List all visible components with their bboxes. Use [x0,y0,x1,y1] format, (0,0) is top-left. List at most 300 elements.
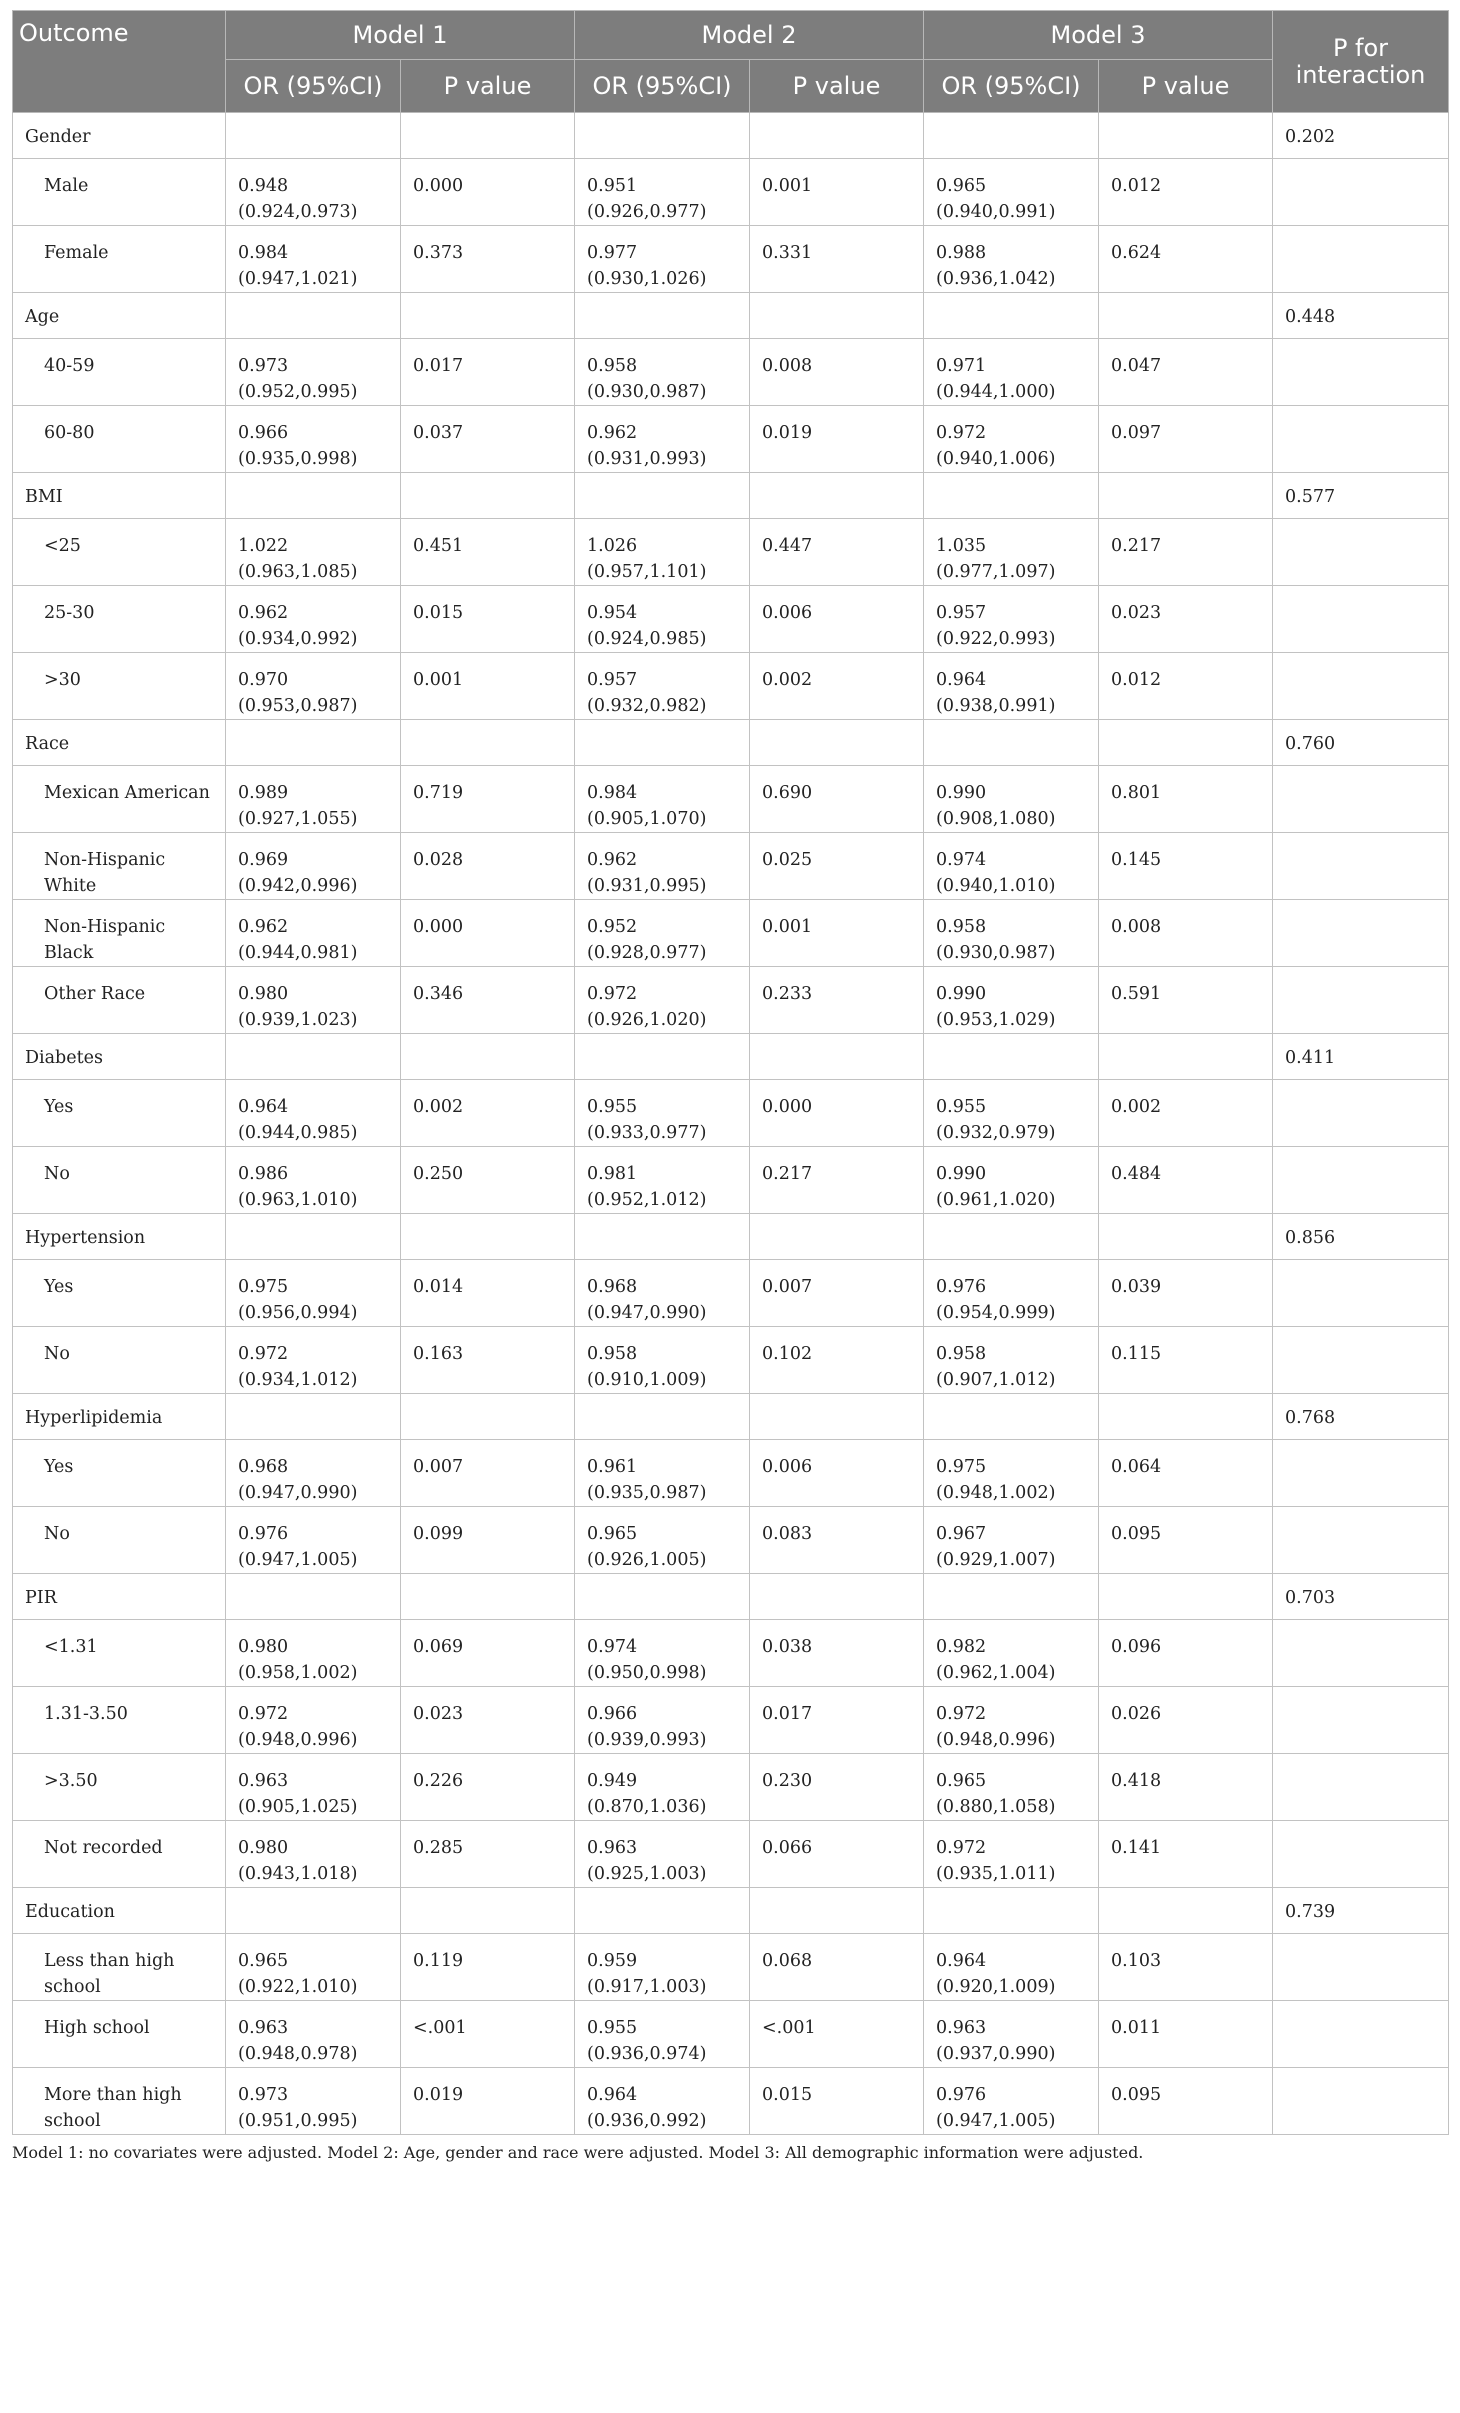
subgroup-label: No [13,1327,226,1394]
table-row [13,833,1449,900]
model-3-p: 0.145 [1099,833,1273,900]
model-3-or: 0.976 (0.947,1.005) [924,2068,1099,2135]
table-row [13,967,1449,1034]
table-row [13,226,1449,293]
subgroup-label: No [13,1147,226,1214]
model-3-or: 0.971 (0.944,1.000) [924,339,1099,406]
model-2-p: 0.066 [750,1821,924,1888]
empty-cell [750,293,924,339]
empty-cell [1273,1821,1449,1888]
model-1-p: 0.346 [401,967,575,1034]
model-3-p: 0.064 [1099,1440,1273,1507]
group-label: PIR [13,1574,226,1620]
header-model-1: Model 1 [226,11,575,60]
table-body [13,113,1449,2135]
empty-cell [1273,1327,1449,1394]
model-2-or: 0.961 (0.935,0.987) [575,1440,750,1507]
p-interaction-value: 0.768 [1273,1394,1449,1440]
model-3-p: 0.011 [1099,2001,1273,2068]
empty-cell [226,293,401,339]
model-1-or: 0.972 (0.948,0.996) [226,1687,401,1754]
model-3-or: 0.963 (0.937,0.990) [924,2001,1099,2068]
table-row [13,653,1449,720]
empty-cell [1273,1147,1449,1214]
header-model-3-or: OR (95%CI) [924,60,1099,113]
model-2-or: 0.955 (0.933,0.977) [575,1080,750,1147]
results-table-container [12,10,1448,2162]
subgroup-label: >3.50 [13,1754,226,1821]
model-2-or: 0.955 (0.936,0.974) [575,2001,750,2068]
model-2-p: 0.038 [750,1620,924,1687]
empty-cell [1099,473,1273,519]
model-2-p: 0.068 [750,1934,924,2001]
model-1-or: 1.022 (0.963,1.085) [226,519,401,586]
subgroup-label: Mexican American [13,766,226,833]
empty-cell [401,1574,575,1620]
subgroup-label: More than high school [13,2068,226,2135]
model-2-or: 1.026 (0.957,1.101) [575,519,750,586]
table-row [13,519,1449,586]
empty-cell [226,1214,401,1260]
model-1-p: 0.119 [401,1934,575,2001]
empty-cell [1273,1440,1449,1507]
model-1-or: 0.963 (0.905,1.025) [226,1754,401,1821]
empty-cell [401,113,575,159]
model-2-p: 0.006 [750,1440,924,1507]
model-3-or: 0.976 (0.954,0.999) [924,1260,1099,1327]
model-3-p: 0.012 [1099,653,1273,720]
model-1-or: 0.964 (0.944,0.985) [226,1080,401,1147]
empty-cell [750,1034,924,1080]
model-1-p: 0.014 [401,1260,575,1327]
subgroup-label: Yes [13,1080,226,1147]
group-row [13,293,1449,339]
model-3-p: 0.624 [1099,226,1273,293]
subgroup-label: Other Race [13,967,226,1034]
empty-cell [750,720,924,766]
subgroup-label: <1.31 [13,1620,226,1687]
model-1-p: 0.002 [401,1080,575,1147]
group-label: BMI [13,473,226,519]
model-3-or: 0.957 (0.922,0.993) [924,586,1099,653]
empty-cell [401,293,575,339]
model-2-p: 0.083 [750,1507,924,1574]
empty-cell [226,720,401,766]
subgroup-label: 60-80 [13,406,226,473]
empty-cell [750,1394,924,1440]
empty-cell [1099,1888,1273,1934]
empty-cell [1273,339,1449,406]
header-outcome: Outcome [13,11,226,113]
table-row [13,1620,1449,1687]
model-2-p: 0.017 [750,1687,924,1754]
model-3-p: 0.096 [1099,1620,1273,1687]
table-row [13,339,1449,406]
group-label: Hyperlipidemia [13,1394,226,1440]
model-2-p: 0.019 [750,406,924,473]
model-3-p: 0.023 [1099,586,1273,653]
empty-cell [575,293,750,339]
empty-cell [575,1214,750,1260]
table-row [13,1260,1449,1327]
table-row [13,1754,1449,1821]
empty-cell [924,720,1099,766]
model-2-p: 0.331 [750,226,924,293]
subgroup-label: High school [13,2001,226,2068]
empty-cell [1273,766,1449,833]
header-model-2-or: OR (95%CI) [575,60,750,113]
model-2-or: 0.972 (0.926,1.020) [575,967,750,1034]
model-2-or: 0.958 (0.930,0.987) [575,339,750,406]
empty-cell [401,1214,575,1260]
empty-cell [924,473,1099,519]
model-2-p: 0.102 [750,1327,924,1394]
model-2-p: 0.008 [750,339,924,406]
model-2-or: 0.965 (0.926,1.005) [575,1507,750,1574]
model-3-or: 0.964 (0.920,1.009) [924,1934,1099,2001]
group-row [13,1034,1449,1080]
model-2-p: 0.447 [750,519,924,586]
model-3-p: 0.097 [1099,406,1273,473]
p-interaction-value: 0.448 [1273,293,1449,339]
model-1-p: 0.000 [401,159,575,226]
model-1-p: 0.000 [401,900,575,967]
empty-cell [750,1888,924,1934]
table-row [13,1147,1449,1214]
model-2-p: 0.001 [750,900,924,967]
model-1-or: 0.980 (0.939,1.023) [226,967,401,1034]
model-2-p: 0.002 [750,653,924,720]
model-1-or: 0.973 (0.951,0.995) [226,2068,401,2135]
empty-cell [1273,1754,1449,1821]
model-1-p: 0.037 [401,406,575,473]
model-3-or: 0.967 (0.929,1.007) [924,1507,1099,1574]
empty-cell [924,113,1099,159]
model-2-or: 0.959 (0.917,1.003) [575,1934,750,2001]
model-3-or: 0.972 (0.948,0.996) [924,1687,1099,1754]
model-2-or: 0.966 (0.939,0.993) [575,1687,750,1754]
subgroup-label: Male [13,159,226,226]
empty-cell [226,1574,401,1620]
empty-cell [1273,1687,1449,1754]
empty-cell [1099,1574,1273,1620]
p-interaction-value: 0.411 [1273,1034,1449,1080]
table-row [13,1440,1449,1507]
empty-cell [750,1574,924,1620]
model-3-p: 0.591 [1099,967,1273,1034]
model-2-p: 0.230 [750,1754,924,1821]
model-3-or: 0.988 (0.936,1.042) [924,226,1099,293]
model-3-p: 0.047 [1099,339,1273,406]
model-1-p: 0.285 [401,1821,575,1888]
model-3-or: 0.990 (0.908,1.080) [924,766,1099,833]
model-2-or: 0.981 (0.952,1.012) [575,1147,750,1214]
model-3-p: 0.095 [1099,1507,1273,1574]
table-row [13,2001,1449,2068]
empty-cell [575,720,750,766]
p-interaction-value: 0.760 [1273,720,1449,766]
empty-cell [575,1034,750,1080]
model-1-or: 0.962 (0.934,0.992) [226,586,401,653]
empty-cell [924,1034,1099,1080]
empty-cell [1273,833,1449,900]
model-1-or: 0.965 (0.922,1.010) [226,1934,401,2001]
model-1-p: 0.015 [401,586,575,653]
header-model-1-p: P value [401,60,575,113]
empty-cell [1273,1080,1449,1147]
model-3-p: 0.039 [1099,1260,1273,1327]
model-1-p: 0.163 [401,1327,575,1394]
model-3-p: 0.026 [1099,1687,1273,1754]
model-2-or: 0.963 (0.925,1.003) [575,1821,750,1888]
model-3-or: 0.955 (0.932,0.979) [924,1080,1099,1147]
p-interaction-value: 0.202 [1273,113,1449,159]
empty-cell [226,113,401,159]
table-row [13,2068,1449,2135]
model-3-or: 1.035 (0.977,1.097) [924,519,1099,586]
empty-cell [1099,1214,1273,1260]
model-2-p: 0.015 [750,2068,924,2135]
model-1-or: 0.989 (0.927,1.055) [226,766,401,833]
model-2-or: 0.984 (0.905,1.070) [575,766,750,833]
model-1-p: 0.017 [401,339,575,406]
model-1-or: 0.970 (0.953,0.987) [226,653,401,720]
empty-cell [924,1214,1099,1260]
model-1-or: 0.966 (0.935,0.998) [226,406,401,473]
empty-cell [1273,1260,1449,1327]
model-1-or: 0.986 (0.963,1.010) [226,1147,401,1214]
model-3-p: 0.418 [1099,1754,1273,1821]
model-3-p: 0.095 [1099,2068,1273,2135]
model-1-p: 0.451 [401,519,575,586]
group-row [13,1214,1449,1260]
header-model-2-p: P value [750,60,924,113]
group-label: Diabetes [13,1034,226,1080]
group-label: Gender [13,113,226,159]
model-1-or: 0.984 (0.947,1.021) [226,226,401,293]
model-1-or: 0.980 (0.943,1.018) [226,1821,401,1888]
model-2-or: 0.962 (0.931,0.995) [575,833,750,900]
model-1-p: 0.719 [401,766,575,833]
empty-cell [575,1394,750,1440]
model-1-p: 0.069 [401,1620,575,1687]
empty-cell [401,720,575,766]
empty-cell [401,473,575,519]
table-row [13,1687,1449,1754]
empty-cell [226,473,401,519]
empty-cell [226,1888,401,1934]
table-row [13,1507,1449,1574]
model-1-or: 0.968 (0.947,0.990) [226,1440,401,1507]
table-row [13,159,1449,226]
group-label: Race [13,720,226,766]
table-row [13,406,1449,473]
model-3-or: 0.964 (0.938,0.991) [924,653,1099,720]
group-row [13,1574,1449,1620]
model-3-p: 0.115 [1099,1327,1273,1394]
model-2-or: 0.964 (0.936,0.992) [575,2068,750,2135]
model-2-or: 0.957 (0.932,0.982) [575,653,750,720]
model-2-p: 0.025 [750,833,924,900]
model-3-or: 0.974 (0.940,1.010) [924,833,1099,900]
model-3-p: 0.217 [1099,519,1273,586]
subgroup-label: 25-30 [13,586,226,653]
model-1-or: 0.969 (0.942,0.996) [226,833,401,900]
subgroup-label: Non-Hispanic White [13,833,226,900]
model-2-or: 0.968 (0.947,0.990) [575,1260,750,1327]
subgroup-label: 40-59 [13,339,226,406]
model-2-or: 0.977 (0.930,1.026) [575,226,750,293]
empty-cell [1273,1507,1449,1574]
model-1-or: 0.962 (0.944,0.981) [226,900,401,967]
table-header [13,11,1449,113]
model-1-p: 0.019 [401,2068,575,2135]
model-3-p: 0.141 [1099,1821,1273,1888]
empty-cell [1099,113,1273,159]
p-interaction-value: 0.856 [1273,1214,1449,1260]
model-1-or: 0.980 (0.958,1.002) [226,1620,401,1687]
empty-cell [1099,720,1273,766]
header-model-3-p: P value [1099,60,1273,113]
subgroup-analysis-table [12,10,1449,2135]
subgroup-label: >30 [13,653,226,720]
model-3-p: 0.008 [1099,900,1273,967]
model-3-or: 0.958 (0.930,0.987) [924,900,1099,967]
empty-cell [401,1888,575,1934]
model-1-p: 0.226 [401,1754,575,1821]
header-model-2: Model 2 [575,11,924,60]
table-row [13,1934,1449,2001]
empty-cell [924,293,1099,339]
group-row [13,720,1449,766]
subgroup-label: Not recorded [13,1821,226,1888]
empty-cell [1273,519,1449,586]
subgroup-label: Yes [13,1260,226,1327]
subgroup-label: <25 [13,519,226,586]
group-row [13,1394,1449,1440]
model-2-p: 0.001 [750,159,924,226]
model-2-p: 0.000 [750,1080,924,1147]
p-interaction-value: 0.703 [1273,1574,1449,1620]
empty-cell [1273,900,1449,967]
group-label: Hypertension [13,1214,226,1260]
model-1-or: 0.975 (0.956,0.994) [226,1260,401,1327]
model-2-or: 0.974 (0.950,0.998) [575,1620,750,1687]
model-1-p: 0.028 [401,833,575,900]
empty-cell [924,1574,1099,1620]
p-interaction-value: 0.577 [1273,473,1449,519]
group-label: Education [13,1888,226,1934]
empty-cell [1099,1394,1273,1440]
model-2-p: 0.007 [750,1260,924,1327]
table-row [13,1327,1449,1394]
model-3-p: 0.801 [1099,766,1273,833]
empty-cell [1273,159,1449,226]
model-2-or: 0.958 (0.910,1.009) [575,1327,750,1394]
empty-cell [1273,1620,1449,1687]
empty-cell [750,113,924,159]
model-3-or: 0.972 (0.935,1.011) [924,1821,1099,1888]
table-row [13,766,1449,833]
model-2-p: <.001 [750,2001,924,2068]
empty-cell [575,1888,750,1934]
model-1-or: 0.948 (0.924,0.973) [226,159,401,226]
table-row [13,1080,1449,1147]
p-interaction-value: 0.739 [1273,1888,1449,1934]
model-3-or: 0.975 (0.948,1.002) [924,1440,1099,1507]
empty-cell [1273,226,1449,293]
empty-cell [750,1214,924,1260]
table-row [13,586,1449,653]
model-1-or: 0.963 (0.948,0.978) [226,2001,401,2068]
model-2-or: 0.962 (0.931,0.993) [575,406,750,473]
empty-cell [1273,1934,1449,2001]
group-row [13,1888,1449,1934]
subgroup-label: 1.31-3.50 [13,1687,226,1754]
empty-cell [1099,293,1273,339]
empty-cell [1099,1034,1273,1080]
empty-cell [1273,967,1449,1034]
model-2-or: 0.954 (0.924,0.985) [575,586,750,653]
model-3-p: 0.002 [1099,1080,1273,1147]
table-footnote: Model 1: no covariates were adjusted. Model 2: Age, gender and race were adjusted. Model 3: All demographic information were adjusted. [12,2143,1144,2162]
model-3-or: 0.990 (0.961,1.020) [924,1147,1099,1214]
empty-cell [575,1574,750,1620]
model-3-or: 0.965 (0.940,0.991) [924,159,1099,226]
table-row [13,900,1449,967]
model-3-p: 0.484 [1099,1147,1273,1214]
empty-cell [1273,2001,1449,2068]
model-3-or: 0.958 (0.907,1.012) [924,1327,1099,1394]
table-row [13,1821,1449,1888]
empty-cell [226,1394,401,1440]
subgroup-label: Female [13,226,226,293]
empty-cell [226,1034,401,1080]
group-row [13,473,1449,519]
model-2-p: 0.233 [750,967,924,1034]
model-3-or: 0.982 (0.962,1.004) [924,1620,1099,1687]
subgroup-label: Less than high school [13,1934,226,2001]
empty-cell [1273,406,1449,473]
empty-cell [750,473,924,519]
header-model-3: Model 3 [924,11,1273,60]
model-3-or: 0.965 (0.880,1.058) [924,1754,1099,1821]
model-1-p: 0.373 [401,226,575,293]
model-3-p: 0.103 [1099,1934,1273,2001]
model-1-p: 0.099 [401,1507,575,1574]
empty-cell [1273,586,1449,653]
empty-cell [401,1394,575,1440]
model-3-p: 0.012 [1099,159,1273,226]
model-2-p: 0.217 [750,1147,924,1214]
empty-cell [924,1394,1099,1440]
model-1-or: 0.976 (0.947,1.005) [226,1507,401,1574]
model-1-p: 0.007 [401,1440,575,1507]
group-row [13,113,1449,159]
model-2-or: 0.952 (0.928,0.977) [575,900,750,967]
subgroup-label: Yes [13,1440,226,1507]
empty-cell [401,1034,575,1080]
subgroup-label: Non-Hispanic Black [13,900,226,967]
model-2-p: 0.690 [750,766,924,833]
model-1-p: 0.001 [401,653,575,720]
empty-cell [924,1888,1099,1934]
empty-cell [575,473,750,519]
model-1-p: <.001 [401,2001,575,2068]
empty-cell [575,113,750,159]
model-3-or: 0.990 (0.953,1.029) [924,967,1099,1034]
empty-cell [1273,2068,1449,2135]
